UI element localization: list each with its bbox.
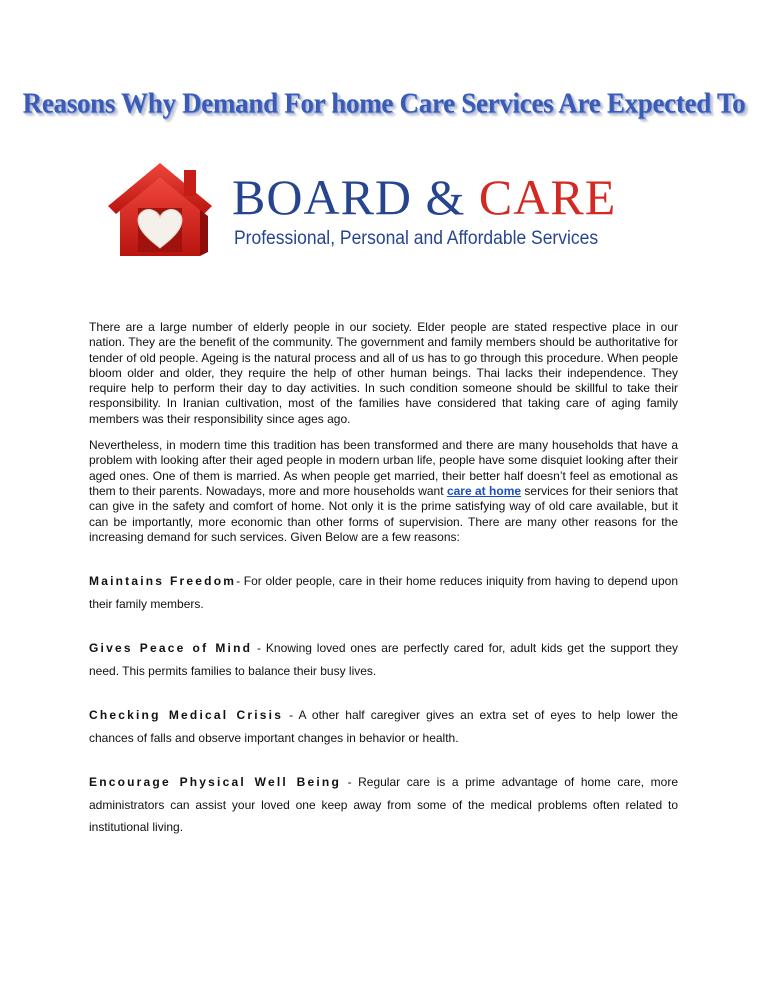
brand-part-board: BOARD &: [232, 169, 466, 225]
board-and-care-logo: [104, 160, 664, 260]
reason-heading: Gives Peace of Mind: [89, 641, 253, 656]
reason-text: - Regular care is a prime advantage of home care, more administrators can assist your loved one keep away from some of the medical problems often related to institutional living.: [89, 775, 678, 835]
paragraph-text-before-link: Nevertheless, in modern time this tradition has been transformed and there are many households that have a problem with looking after their aged people in modern urban life, people have some disquiet looking after their aged ones. One of them is married. As when people get married, their better half doesn’t feel as emotional as them to their parents. Nowadays, more and more households want: [89, 438, 678, 498]
reason-heading: Maintains Freedom: [89, 574, 237, 589]
brand-part-care: CARE: [478, 169, 617, 225]
reason-text: - For older people, care in their home reduces iniquity from having to depend upon their family members.: [89, 574, 678, 611]
care-at-home-link[interactable]: care at home: [446, 483, 522, 498]
brand-tagline: Professional, Personal and Affordable Services: [234, 228, 599, 249]
reason-text: - A other half caregiver gives an extra set of eyes to help lower the chances of falls and observe important changes in behavior or health.: [89, 708, 678, 745]
second-paragraph: [89, 438, 678, 545]
paragraph-text-after-link: services for their seniors that can give in the safety and comfort of home. Not only it is the prime satisfying way of old care available, but it can be importantly, more economic than other forms of supervision. There are many other reasons for the increasing demand for such services. Given Below are a few reasons:: [89, 483, 678, 544]
brand-name: [232, 169, 617, 225]
house-heart-icon: [104, 160, 216, 260]
reason-item: [89, 704, 678, 749]
page-title: Reasons Why Demand For home Care Services Are Expected To: [22, 87, 746, 119]
reason-item: [89, 771, 678, 839]
reason-heading: Checking Medical Crisis: [89, 708, 284, 723]
intro-paragraph: There are a large number of elderly people in our society. Elder people are stated respective place in our nation. They are the benefit of the community. The government and family members should be authoritative for tender of old people. Ageing is the natural process and all of us has to go through this procedure. When people bloom older and older, they require the help of other human beings. Thai lacks their independence. They require help to perform their day to day activities. In such condition someone should be skillful to take their responsibility. In Iranian cultivation, most of the families have considered that taking care of aging family members was their responsibility since ages ago.: [89, 320, 678, 426]
reason-heading: Encourage Physical Well Being: [89, 775, 341, 790]
article-body: [89, 320, 678, 861]
reason-text: - Knowing loved ones are perfectly cared for, adult kids get the support they need. This permits families to balance their busy lives.: [89, 641, 678, 678]
reason-item: [89, 637, 678, 682]
reason-item: [89, 570, 678, 615]
